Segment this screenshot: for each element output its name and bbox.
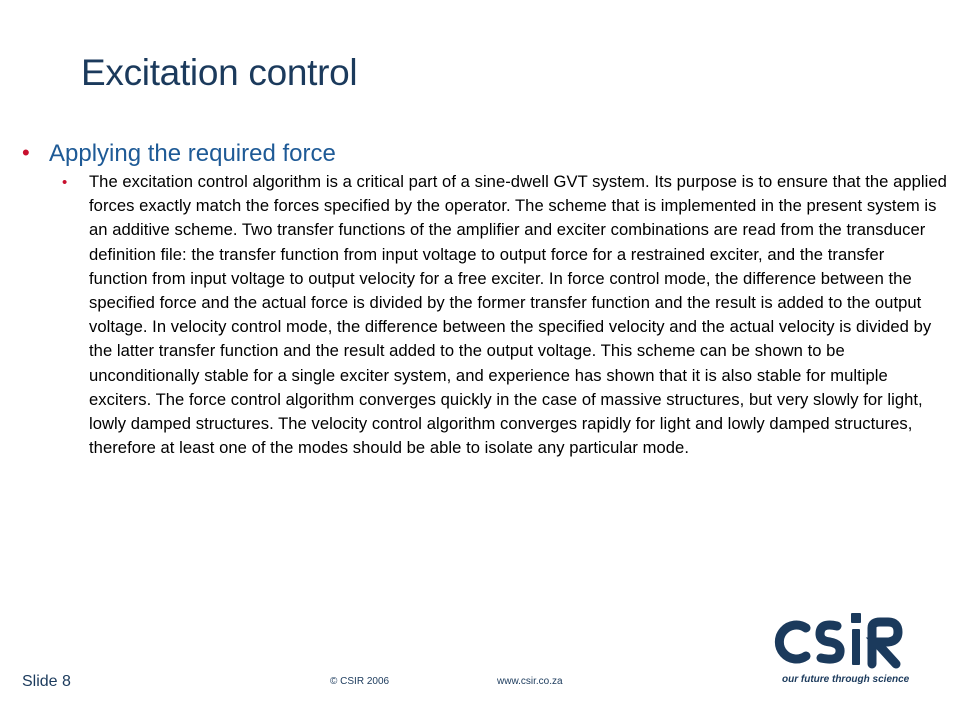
footer-url: www.csir.co.za [497, 676, 563, 687]
slide-number: Slide 8 [22, 673, 71, 690]
footer-copyright: © CSIR 2006 [330, 676, 390, 687]
bullet-dot-icon: • [62, 174, 68, 191]
logo-tagline: our future through science [782, 674, 910, 685]
slide-title: Excitation control [81, 52, 358, 93]
bullet-level1-text: Applying the required force [49, 140, 336, 167]
bullet-dot-icon: • [22, 140, 30, 165]
bullet-level2-text: The excitation control algorithm is a critical part of a sine-dwell GVT system. Its purpose is to ensure that the applied forces exactly match the forces specified by the operator. The scheme that is implemented in the present system is an additive scheme. Two transfer functions of the amplifier and exciter combinations are read from the transducer definition file: the transfer function from input voltage to output force for a restrained exciter, and the transfer function from input voltage to output velocity for a free exciter. In force control mode, the difference between the specified force and the actual force is divided by the former transfer function and the result is added to the output voltage. In velocity control mode, the difference between the specified velocity and the actual velocity is divided by the latter transfer function and the result added to the output voltage. This scheme can be shown to be unconditionally stable for a single exciter system, and experience has shown that it is also stable for multiple exciters. The force control algorithm converges quickly in the case of massive structures, but very slowly for light, lowly damped structures. The velocity control algorithm converges rapidly for light and lowly damped structures, therefore at least one of the modes should be able to isolate any particular mode. [89, 172, 947, 458]
